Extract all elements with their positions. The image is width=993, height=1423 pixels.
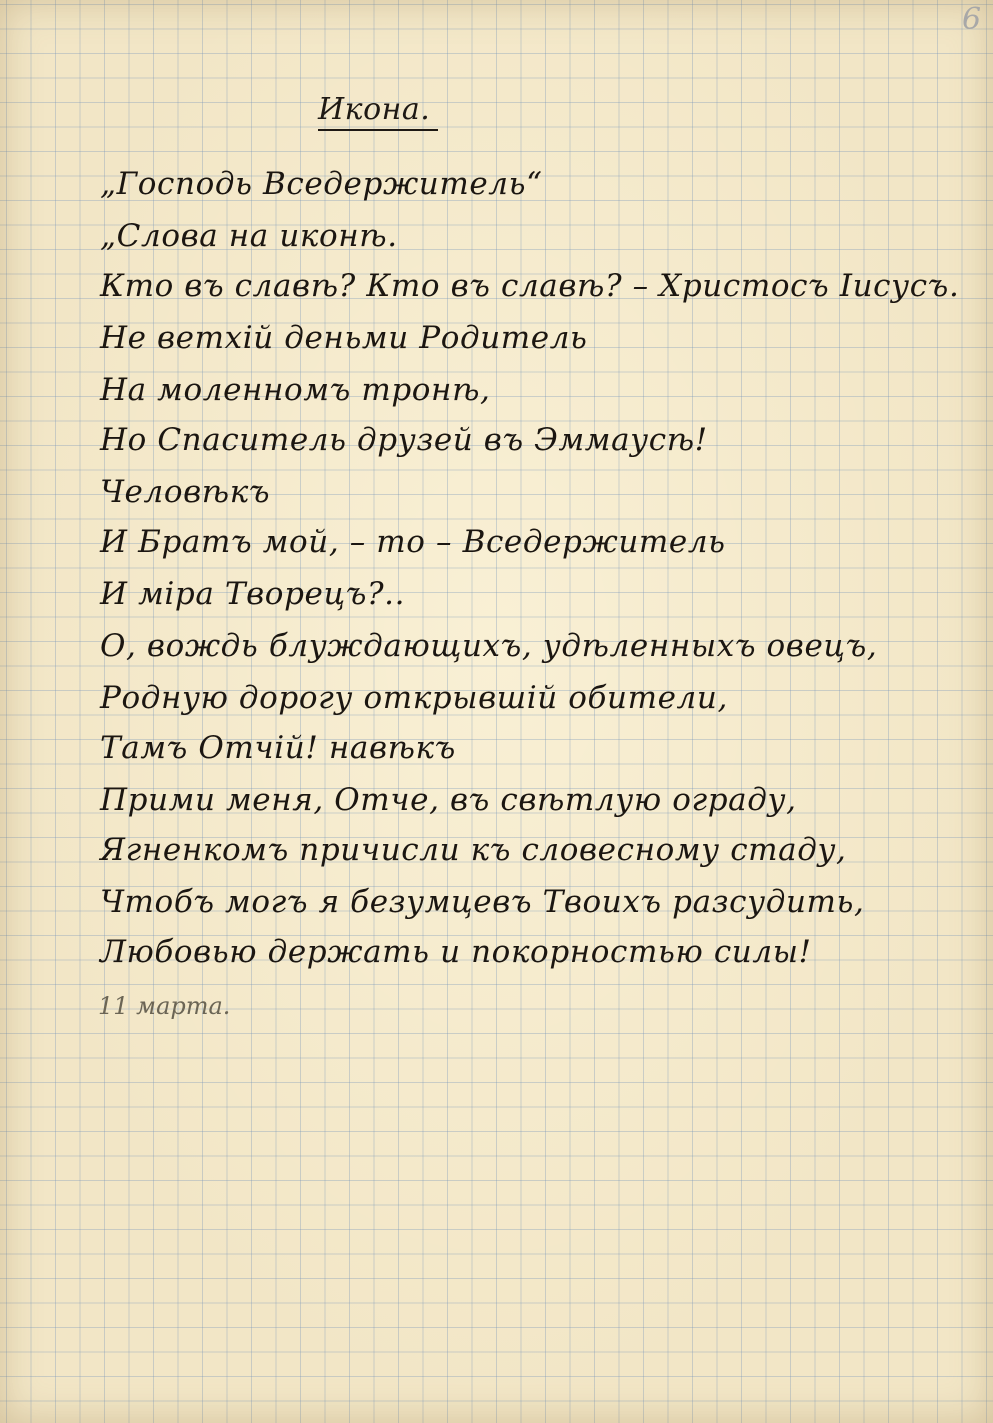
poem-line: Прими меня, Отче, въ свѣтлую ограду,	[100, 782, 797, 818]
poem-line: Но Спаситель друзей въ Эммаусѣ!	[100, 422, 708, 458]
poem-line: И Братъ мой, – то – Вседержитель	[100, 524, 726, 560]
poem-line: Ягненкомъ причисли къ словесному стаду,	[100, 832, 847, 868]
poem-line: Тамъ Отчій! навѣкъ	[100, 730, 456, 766]
poem-line: „Господь Вседержитель“	[100, 166, 543, 202]
poem-line: Любовью держать и покорностью силы!	[100, 934, 812, 970]
poem-line: „Слова на иконѣ.	[100, 218, 398, 254]
poem-line: О, вождь блуждающихъ, удѣленныхъ овецъ,	[100, 628, 878, 664]
date-note: 11 марта.	[98, 992, 231, 1020]
poem-line: Родную дорогу открывшій обители,	[100, 680, 728, 716]
poem-line: Человѣкъ	[100, 474, 271, 510]
poem-line: Не ветхій деньми Родитель	[100, 320, 588, 356]
poem-line: Чтобъ могъ я безумцевъ Твоихъ разсудить,	[100, 884, 865, 920]
poem-line: И міра Творецъ?..	[100, 576, 406, 612]
poem-line: На моленномъ тронѣ,	[100, 372, 491, 408]
poem-title: Икона.	[318, 92, 438, 131]
poem-line: Кто въ славѣ? Кто въ славѣ? – Христосъ Іисусъ.	[100, 268, 960, 304]
page-number: 6	[962, 2, 982, 37]
